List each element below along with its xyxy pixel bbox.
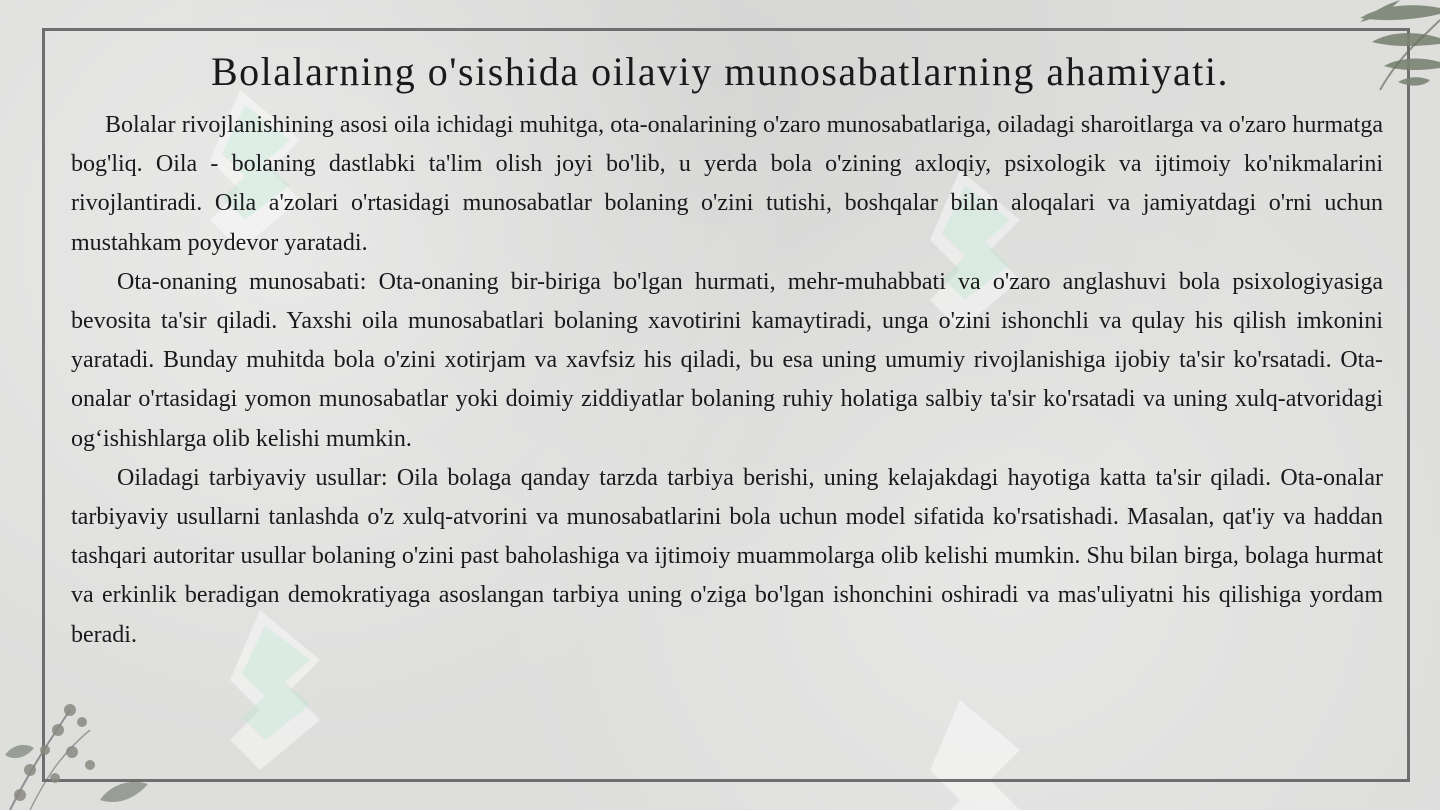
flower-branch-decoration bbox=[0, 660, 160, 810]
paragraph: Bolalar rivojlanishining asosi oila ichidagi muhitga, ota-onalarining o'zaro munosabatlariga, oiladagi sharoitlarga va o'zaro hurmatga bog'liq. Oila - bolaning dastlabki ta'lim olish joyi bo'lib, u yerda bola o'zining axloqiy, psixologik va ijtimoiy ko'nikmalarini rivojlantiradi. Oila a'zolari o'rtasidagi munosabatlar bolaning o'zini tutishi, boshqalar bilan aloqalari va jamiyatdagi o'rni uchun mustahkam poydevor yaratadi. bbox=[71, 112, 1383, 256]
paragraph: Oiladagi tarbiyaviy usullar: Oila bolaga qanday tarzda tarbiya berishi, uning kelajakdagi hayotiga katta ta'sir qiladi. Ota-onalar tarbiyaviy usullarni tanlashda o'z xulq-atvorini va munosabatlarini bola uchun model sifatida ko'rsatishadi. Masalan, qat'iy va haddan tashqari autoritar usullar bolaning o'zini past baholashiga va ijtimoiy muammolarga olib kelishi mumkin. Shu bilan birga, bolaga hurmat va erkinlik beradigan demokratiyaga asoslangan tarbiya uning o'ziga bo'lgan ishonchini oshiradi va mas'uliyatni his qilishiga yordam beradi. bbox=[71, 464, 1383, 648]
paragraph: Ota-onaning munosabati: Ota-onaning bir-biriga bo'lgan hurmati, mehr-muhabbati va o'zaro anglashuvi bola psixologiyasiga bevosita ta'sir qiladi. Yaxshi oila munosabatlari bolaning xavotirini kamaytiradi, unga o'zini ishonchli va qulay his qilish imkonini yaratadi. Bunday muhitda bola o'zini xotirjam va xavfsiz his qiladi, bu esa uning umumiy rivojlanishiga ijobiy ta'sir ko'rsatadi. Ota-onalar o'rtasidagi yomon munosabatlar yoki doimiy ziddiyatlar bolaning ruhiy holatiga salbiy ta'sir ko'rsatadi va uning xulq-atvoridagi og‘ishishlarga olib kelishi mumkin. bbox=[71, 268, 1383, 452]
body-text bbox=[71, 106, 1383, 655]
page-title: Bolalarning o'sishida oilaviy munosabatlarning ahamiyati. bbox=[210, 49, 1230, 94]
